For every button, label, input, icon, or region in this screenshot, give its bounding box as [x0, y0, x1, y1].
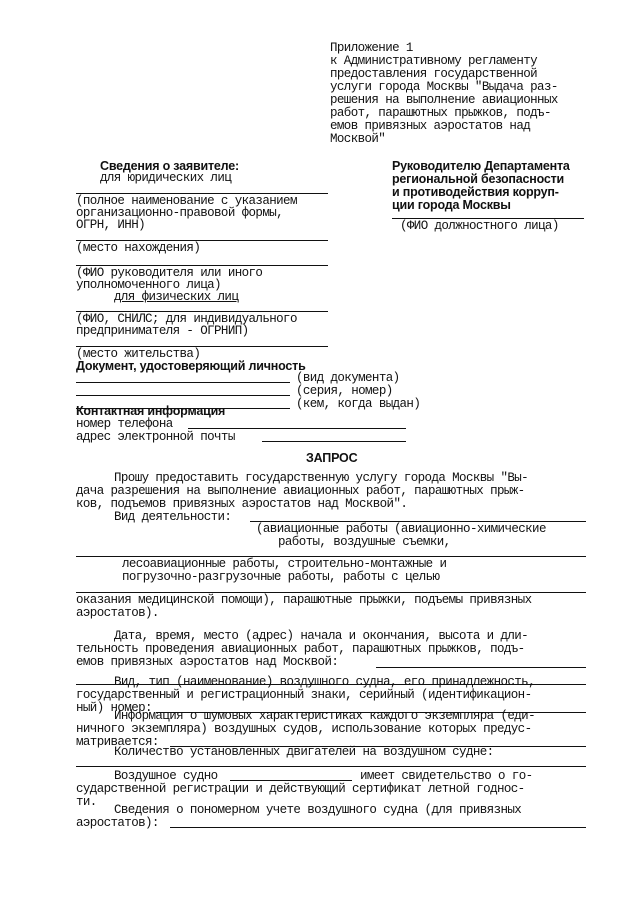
recipient-line: и противодействия корруп- — [392, 185, 559, 199]
registry-line — [170, 827, 586, 828]
individual-hint: предпринимателя - ОГРНИП) — [76, 324, 249, 338]
applicant-manager-hint: (ФИО руководителя или иного — [76, 266, 263, 280]
residence-hint: (место жительства) — [76, 347, 201, 361]
activity-hint: аэростатов). — [76, 606, 159, 620]
engines-text: Количество установленных двигателей на воздушном судне: — [114, 745, 494, 759]
recipient-line: ции города Москвы — [392, 198, 511, 212]
request-intro: дача разрешения на выполнение авиационных работ, парашютных прыж- — [76, 484, 525, 498]
appendix-line: решения на выполнение авиационных — [330, 93, 558, 107]
issued-hint: (кем, когда выдан) — [296, 397, 421, 411]
datetime-text: Дата, время, место (адрес) начала и окончания, высота и дли- — [114, 629, 529, 643]
series-line — [76, 395, 290, 396]
certificate-line — [230, 780, 352, 781]
noise-text: матривается: — [76, 735, 159, 749]
email-line — [262, 441, 406, 442]
applicant-heading: Сведения о заявителе: — [100, 159, 239, 173]
applicant-name-hint: ОГРН, ИНН) — [76, 218, 146, 232]
individual-label: для физических лиц — [114, 290, 239, 304]
certificate-text: ти. — [76, 795, 97, 809]
datetime-line — [376, 667, 586, 668]
individual-hint: (ФИО, СНИЛС; для индивидуального — [76, 312, 297, 326]
activity-label: Вид деятельности: — [114, 510, 232, 524]
appendix-line: работ, парашютных прыжков, подъ- — [330, 106, 551, 120]
appendix-line: услуги города Москвы "Выдача раз- — [330, 80, 558, 94]
identity-heading: Документ, удостоверяющий личность — [76, 359, 306, 373]
request-intro: Прошу предоставить государственную услугу города Москвы "Вы- — [114, 471, 529, 485]
aircraft-text: государственный и регистрационный знаки, серийный (идентификацион- — [76, 688, 532, 702]
legal-entity-label: для юридических лиц — [100, 171, 232, 185]
appendix-line: предоставления государственной — [330, 67, 538, 81]
appendix-line: емов привязных аэростатов над — [330, 119, 531, 133]
activity-hint: работы, воздушные съемки, — [278, 535, 451, 549]
phone-line — [188, 428, 406, 429]
appendix-line: к Административному регламенту — [330, 54, 538, 68]
datetime-text: тельность проведения авиационных работ, парашютных прыжков, подъ- — [76, 642, 525, 656]
certificate-text: сударственной регистрации и действующий сертификат летной годнос- — [76, 782, 525, 796]
certificate-text: имеет свидетельство о го- — [360, 769, 533, 783]
certificate-text: Воздушное судно — [114, 769, 218, 783]
doc-type-line — [76, 382, 290, 383]
phone-label: номер телефона — [76, 417, 173, 431]
registry-text: аэростатов): — [76, 816, 159, 830]
official-hint: (ФИО должностного лица) — [400, 219, 559, 233]
aircraft-text: Вид, тип (наименование) воздушного судна, его принадлежность, — [114, 675, 535, 689]
aircraft-text: ный) номер: — [76, 701, 152, 715]
activity-hint: погрузочно-разгрузочные работы, работы с целью — [122, 570, 440, 584]
doc-type-hint: (вид документа) — [296, 371, 400, 385]
activity-hint: (авиационные работы (авиационно-химические — [256, 522, 546, 536]
engines-line — [76, 766, 586, 767]
activity-hint: оказания медицинской помощи), парашютные прыжки, подъемы привязных — [76, 593, 532, 607]
datetime-text: емов привязных аэростатов над Москвой: — [76, 655, 339, 669]
recipient-line: региональной безопасности — [392, 172, 565, 186]
applicant-location-hint: (место нахождения) — [76, 241, 201, 255]
contacts-heading: Контактная информация — [76, 404, 226, 418]
recipient-line: Руководителю Департамента — [392, 159, 570, 173]
request-intro: ков, подъемов привязных аэростатов над Москвой". — [76, 497, 408, 511]
activity-hint: лесоавиационные работы, строительно-монтажные и — [122, 557, 447, 571]
appendix-line: Москвой" — [330, 132, 386, 146]
appendix-line: Приложение 1 — [330, 41, 413, 55]
noise-text: Информация о шумовых характеристиках каждого экземпляра (еди- — [114, 709, 535, 723]
series-hint: (серия, номер) — [296, 384, 393, 398]
applicant-manager-hint: уполномоченного лица) — [76, 278, 221, 292]
applicant-name-hint: (полное наименование с указанием — [76, 194, 297, 208]
applicant-name-hint: организационно-правовой формы, — [76, 206, 284, 220]
request-title: ЗАПРОС — [306, 451, 358, 465]
email-label: адрес электронной почты — [76, 430, 235, 444]
registry-text: Сведения о пономерном учете воздушного судна (для привязных — [114, 803, 522, 817]
noise-text: ничного экземпляра) воздушных судов, использование которых предус- — [76, 722, 532, 736]
